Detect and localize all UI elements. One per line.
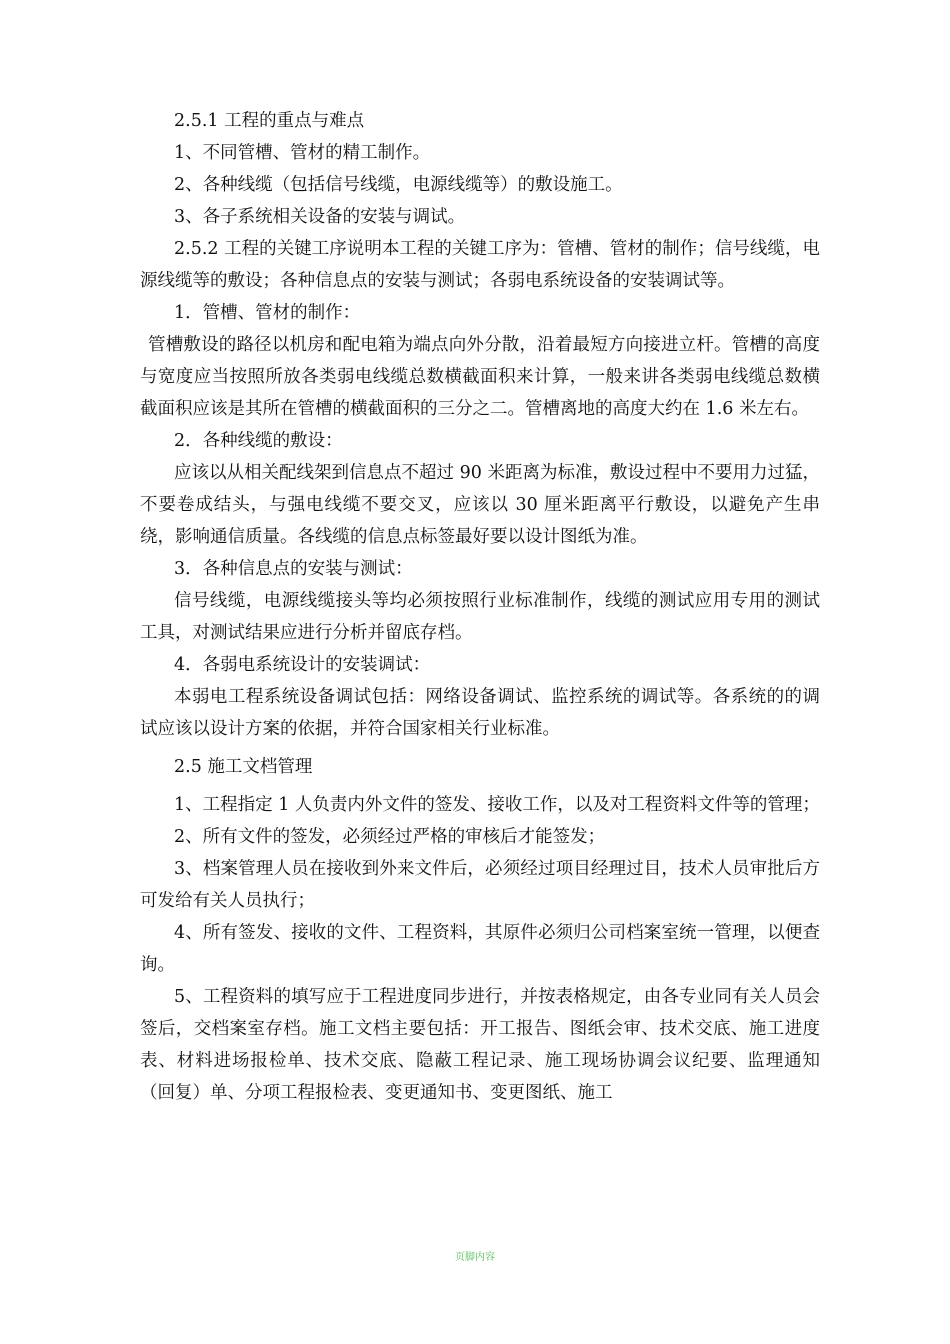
paragraph: 2、各种线缆（包括信号线缆，电源线缆等）的敷设施工。 — [174, 175, 623, 195]
paragraph: 1、工程指定 1 人负责内外文件的签发、接收工作，以及对工程资料文件等的管理； — [174, 795, 820, 815]
paragraph: 2、所有文件的签发，必须经过严格的审核后才能签发； — [174, 827, 606, 847]
paragraph: 应该以从相关配线架到信息点不超过 90 米距离为标准，敷设过程中不要用力过猛，不要卷成结头，与强电线缆不要交叉，应该以 30 厘米距离平行敷设，以避免产生串绕，影响通信质量。各线缆的信息点标签最好要以设计图纸为准。 — [140, 463, 820, 547]
paragraph: 本弱电工程系统设备调试包括：网络设备调试、监控系统的调试等。各系统的的调试应该以设计方案的依据，并符合国家相关行业标准。 — [140, 687, 820, 739]
paragraph: 5、工程资料的填写应于工程进度同步进行，并按表格规定，由各专业同有关人员会签后，交档案室存档。施工文档主要包括：开工报告、图纸会审、技术交底、施工进度表、材料进场报检单、技术交底、隐蔽工程记录、施工现场协调会议纪要、监理通知（回复）单、分项工程报检表、变更通知书、变更图纸、施工 — [140, 987, 820, 1103]
subheading: 3．各种信息点的安装与测试： — [174, 559, 413, 579]
section-heading-2-5-1: 2.5.1 工程的重点与难点 — [174, 111, 365, 131]
paragraph: 4、所有签发、接收的文件、工程资料，其原件必须归公司档案室统一管理，以便查询。 — [140, 923, 820, 975]
paragraph: 3、档案管理人员在接收到外来文件后，必须经过项目经理过目，技术人员审批后方可发给有关人员执行； — [140, 859, 820, 911]
paragraph: 信号线缆，电源线缆接头等均必须按照行业标准制作，线缆的测试应用专用的测试工具，对测试结果应进行分析并留底存档。 — [140, 591, 820, 643]
page-footer: 页脚内容 — [455, 1252, 495, 1263]
subheading: 1．管槽、管材的制作： — [174, 303, 361, 323]
section-heading-2-5-2: 2.5.2 工程的关键工序说明本工程的关键工序为：管槽、管材的制作；信号线缆，电源线缆等的敷设；各种信息点的安装与测试；各弱电系统设备的安装调试等。 — [140, 239, 820, 291]
paragraph: 1、不同管槽、管材的精工制作。 — [174, 143, 431, 163]
section-heading-2-5: 2.5 施工文档管理 — [174, 757, 313, 777]
subheading: 4．各弱电系统设计的安装调试： — [174, 655, 431, 675]
subheading: 2．各种线缆的敷设： — [174, 431, 343, 451]
document-body — [140, 105, 820, 1109]
paragraph: 3、各子系统相关设备的安装与调试。 — [174, 207, 466, 227]
paragraph: 管槽敷设的路径以机房和配电箱为端点向外分散，沿着最短方向接进立杆。管槽的高度与宽度应当按照所放各类弱电线缆总数横截面积来计算，一般来讲各类弱电线缆总数横截面积应该是其所在管槽的横截面积的三分之二。管槽离地的高度大约在 1.6 米左右。 — [140, 335, 820, 419]
